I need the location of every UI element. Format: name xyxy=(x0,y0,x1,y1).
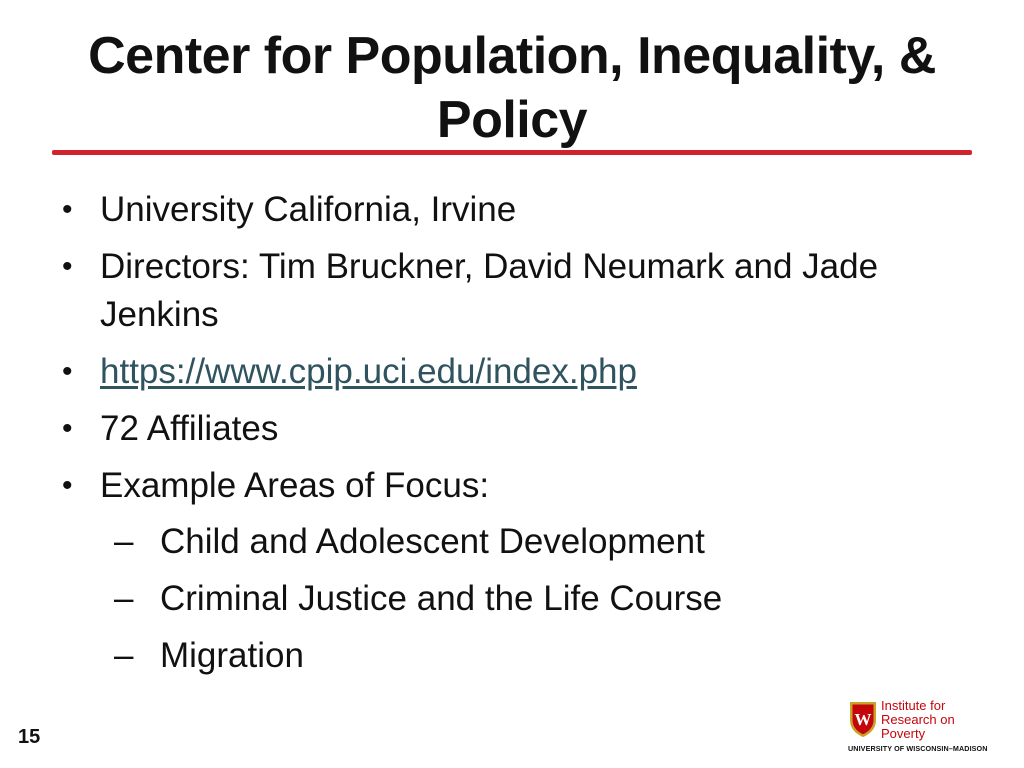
sub-bullet-marker: – xyxy=(114,579,134,618)
sub-bullet-marker: – xyxy=(114,522,134,561)
logo-line: Institute for xyxy=(881,698,946,713)
bullet-text: 72 Affiliates xyxy=(100,409,279,448)
title-divider xyxy=(52,150,972,155)
cpip-website-link[interactable]: https://www.cpip.uci.edu/index.php xyxy=(100,352,637,391)
logo-line: Poverty xyxy=(881,726,926,741)
bullet-text: Example Areas of Focus: xyxy=(100,466,490,505)
bullet-item xyxy=(58,405,958,453)
bullet-marker: • xyxy=(62,469,73,502)
irp-logo xyxy=(848,698,988,754)
bullet-text: University California, Irvine xyxy=(100,190,517,229)
bullet-item xyxy=(58,243,958,339)
crest-letter: W xyxy=(854,710,872,729)
focus-area-list xyxy=(100,518,958,680)
sub-bullet-item xyxy=(114,518,958,566)
sub-bullet-marker: – xyxy=(114,636,134,675)
bullet-marker: • xyxy=(62,250,73,283)
sub-bullet-text: Migration xyxy=(160,636,304,675)
bullet-item xyxy=(58,186,958,234)
bullet-list xyxy=(58,186,958,689)
logo-university: UNIVERSITY OF WISCONSIN–MADISON xyxy=(848,744,988,753)
sub-bullet-text: Child and Adolescent Development xyxy=(160,522,705,561)
slide-title: Center for Population, Inequality, & Policy xyxy=(88,27,936,149)
sub-bullet-item xyxy=(114,632,958,680)
bullet-marker: • xyxy=(62,412,73,445)
bullet-marker: • xyxy=(62,193,73,226)
logo-wordmark xyxy=(881,699,955,741)
sub-bullet-text: Criminal Justice and the Life Course xyxy=(160,579,723,618)
bullet-item xyxy=(58,462,958,680)
uw-crest-icon xyxy=(848,700,878,738)
bullet-text: Directors: Tim Bruckner, David Neumark and Jade Jenkins xyxy=(100,247,879,334)
sub-bullet-item xyxy=(114,575,958,623)
bullet-marker: • xyxy=(62,355,73,388)
bullet-item xyxy=(58,348,958,396)
page-number: 15 xyxy=(18,726,41,748)
logo-line: Research on xyxy=(881,712,955,727)
